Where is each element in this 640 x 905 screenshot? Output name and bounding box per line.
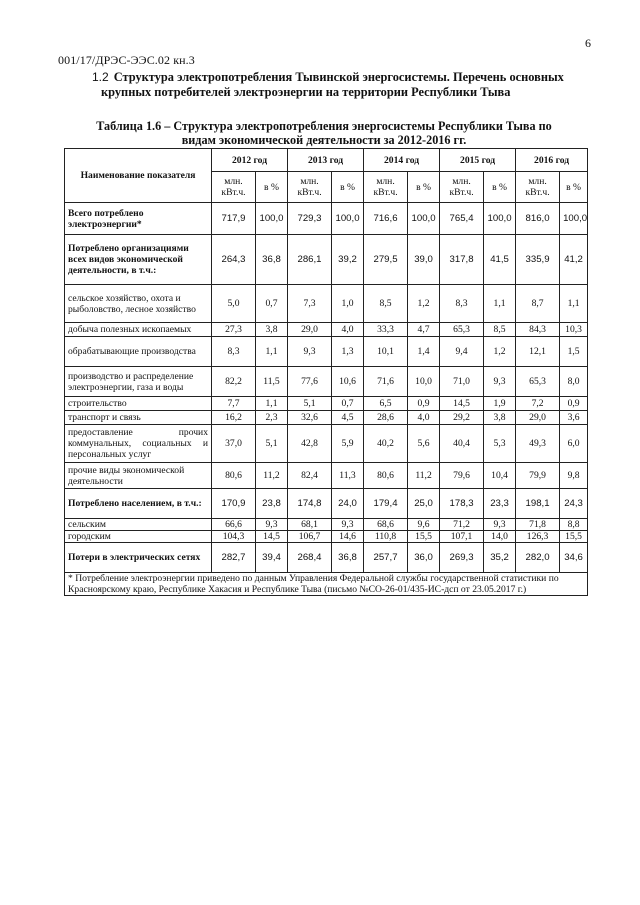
value-mln-kwh: 29,2	[440, 411, 484, 425]
value-percent: 14,5	[256, 531, 288, 543]
value-mln-kwh: 71,2	[440, 519, 484, 531]
row-label: добыча полезных ископаемых	[65, 323, 212, 337]
value-percent: 11,5	[256, 367, 288, 397]
value-percent: 6,0	[560, 425, 588, 463]
value-mln-kwh: 110,8	[364, 531, 408, 543]
row-label: сельским	[65, 519, 212, 531]
value-percent: 15,5	[560, 531, 588, 543]
value-mln-kwh: 170,9	[212, 489, 256, 519]
value-mln-kwh: 82,4	[288, 463, 332, 489]
value-mln-kwh: 7,7	[212, 397, 256, 411]
value-mln-kwh: 282,0	[516, 543, 560, 573]
value-percent: 5,6	[408, 425, 440, 463]
value-percent: 35,2	[484, 543, 516, 573]
table-caption-line2: видам экономической деятельности за 2012-2016 гг.	[181, 133, 467, 147]
value-percent: 100,0	[484, 203, 516, 235]
value-mln-kwh: 5,0	[212, 285, 256, 323]
value-percent: 2,3	[256, 411, 288, 425]
value-mln-kwh: 79,9	[516, 463, 560, 489]
value-mln-kwh: 33,3	[364, 323, 408, 337]
value-mln-kwh: 77,6	[288, 367, 332, 397]
header-unit-mln: млн. кВт.ч.	[212, 172, 256, 203]
header-unit-pct: в %	[408, 172, 440, 203]
value-mln-kwh: 257,7	[364, 543, 408, 573]
row-label: сельское хозяйство, охота и рыболовство, лесное хозяйство	[65, 285, 212, 323]
value-percent: 1,4	[408, 337, 440, 367]
value-percent: 8,5	[484, 323, 516, 337]
value-percent: 4,7	[408, 323, 440, 337]
value-percent: 39,0	[408, 235, 440, 285]
value-percent: 34,6	[560, 543, 588, 573]
value-mln-kwh: 179,4	[364, 489, 408, 519]
value-mln-kwh: 84,3	[516, 323, 560, 337]
header-year: 2016 год	[516, 149, 588, 172]
value-mln-kwh: 68,1	[288, 519, 332, 531]
value-percent: 1,1	[256, 397, 288, 411]
value-mln-kwh: 28,6	[364, 411, 408, 425]
value-mln-kwh: 7,2	[516, 397, 560, 411]
value-percent: 10,4	[484, 463, 516, 489]
table-row	[65, 367, 588, 397]
value-mln-kwh: 107,1	[440, 531, 484, 543]
value-mln-kwh: 49,3	[516, 425, 560, 463]
value-mln-kwh: 816,0	[516, 203, 560, 235]
value-percent: 9,3	[256, 519, 288, 531]
value-percent: 100,0	[408, 203, 440, 235]
table-row	[65, 489, 588, 519]
header-unit-pct: в %	[484, 172, 516, 203]
value-mln-kwh: 27,3	[212, 323, 256, 337]
header-year: 2015 год	[440, 149, 516, 172]
page-number: 6	[585, 36, 591, 50]
value-mln-kwh: 8,7	[516, 285, 560, 323]
value-percent: 3,6	[560, 411, 588, 425]
section-title-line1: Структура электропотребления Тывинской энергосистемы. Перечень основных	[113, 70, 564, 84]
value-percent: 5,9	[332, 425, 364, 463]
value-mln-kwh: 8,5	[364, 285, 408, 323]
value-percent: 9,8	[560, 463, 588, 489]
row-label: Потреблено населением, в т.ч.:	[65, 489, 212, 519]
section-title-line2: крупных потребителей электроэнергии на территории Республики Тыва	[101, 85, 511, 99]
value-mln-kwh: 12,1	[516, 337, 560, 367]
value-percent: 1,3	[332, 337, 364, 367]
value-mln-kwh: 71,8	[516, 519, 560, 531]
value-percent: 5,1	[256, 425, 288, 463]
value-mln-kwh: 8,3	[212, 337, 256, 367]
value-mln-kwh: 279,5	[364, 235, 408, 285]
value-mln-kwh: 264,3	[212, 235, 256, 285]
value-mln-kwh: 6,5	[364, 397, 408, 411]
value-percent: 0,9	[560, 397, 588, 411]
value-percent: 10,0	[408, 367, 440, 397]
value-percent: 100,0	[256, 203, 288, 235]
value-mln-kwh: 40,2	[364, 425, 408, 463]
value-percent: 5,3	[484, 425, 516, 463]
table-row	[65, 285, 588, 323]
value-percent: 0,7	[256, 285, 288, 323]
value-mln-kwh: 9,3	[288, 337, 332, 367]
consumption-table	[64, 148, 588, 596]
value-mln-kwh: 16,2	[212, 411, 256, 425]
value-mln-kwh: 10,1	[364, 337, 408, 367]
table-row	[65, 397, 588, 411]
value-percent: 10,3	[560, 323, 588, 337]
value-mln-kwh: 37,0	[212, 425, 256, 463]
header-unit-mln: млн. кВт.ч.	[516, 172, 560, 203]
value-mln-kwh: 65,3	[440, 323, 484, 337]
header-unit-mln: млн. кВт.ч.	[364, 172, 408, 203]
row-label: обрабатывающие производства	[65, 337, 212, 367]
value-mln-kwh: 198,1	[516, 489, 560, 519]
value-mln-kwh: 282,7	[212, 543, 256, 573]
value-percent: 4,5	[332, 411, 364, 425]
value-percent: 1,2	[484, 337, 516, 367]
value-percent: 14,0	[484, 531, 516, 543]
row-label: транспорт и связь	[65, 411, 212, 425]
value-percent: 24,3	[560, 489, 588, 519]
table-row	[65, 203, 588, 235]
table-footnote: * Потребление электроэнергии приведено по данным Управления Федеральной службы государственной статистики по Красноярскому краю, Республике Хакасия и Республике Тыва (письмо №СО-26-01/435-ИС-дсп от 23.05.2017 г.)	[65, 573, 588, 596]
value-mln-kwh: 729,3	[288, 203, 332, 235]
header-unit-pct: в %	[332, 172, 364, 203]
section-heading	[92, 70, 592, 100]
header-unit-mln: млн. кВт.ч.	[440, 172, 484, 203]
section-number: 1.2	[92, 70, 109, 84]
table-caption-line1: Таблица 1.6 – Структура электропотребления энергосистемы Республики Тыва по	[96, 119, 552, 133]
value-percent: 41,5	[484, 235, 516, 285]
value-mln-kwh: 174,8	[288, 489, 332, 519]
value-percent: 11,3	[332, 463, 364, 489]
value-percent: 9,6	[408, 519, 440, 531]
value-percent: 1,1	[484, 285, 516, 323]
header-unit-pct: в %	[256, 172, 288, 203]
value-mln-kwh: 716,6	[364, 203, 408, 235]
table-row	[65, 463, 588, 489]
value-percent: 8,0	[560, 367, 588, 397]
row-label: прочие виды экономической деятельности	[65, 463, 212, 489]
value-percent: 10,6	[332, 367, 364, 397]
table-row	[65, 235, 588, 285]
table-row	[65, 543, 588, 573]
value-percent: 9,3	[332, 519, 364, 531]
table-row	[65, 337, 588, 367]
value-mln-kwh: 8,3	[440, 285, 484, 323]
value-mln-kwh: 335,9	[516, 235, 560, 285]
value-mln-kwh: 5,1	[288, 397, 332, 411]
value-mln-kwh: 268,4	[288, 543, 332, 573]
header-unit-mln: млн. кВт.ч.	[288, 172, 332, 203]
value-mln-kwh: 126,3	[516, 531, 560, 543]
row-label: производство и распределение электроэнергии, газа и воды	[65, 367, 212, 397]
value-percent: 9,3	[484, 519, 516, 531]
document-code: 001/17/ДРЭС-ЭЭС.02 кн.3	[58, 53, 195, 67]
value-mln-kwh: 79,6	[440, 463, 484, 489]
header-year: 2012 год	[212, 149, 288, 172]
value-mln-kwh: 317,8	[440, 235, 484, 285]
value-mln-kwh: 29,0	[516, 411, 560, 425]
value-percent: 36,8	[256, 235, 288, 285]
value-percent: 0,7	[332, 397, 364, 411]
value-percent: 24,0	[332, 489, 364, 519]
value-mln-kwh: 106,7	[288, 531, 332, 543]
row-label: городским	[65, 531, 212, 543]
value-percent: 100,0	[332, 203, 364, 235]
header-unit-pct: в %	[560, 172, 588, 203]
row-label: предоставление прочих коммунальных, социальных и персональных услуг	[65, 425, 212, 463]
value-percent: 100,0	[560, 203, 588, 235]
value-mln-kwh: 65,3	[516, 367, 560, 397]
value-mln-kwh: 80,6	[212, 463, 256, 489]
value-mln-kwh: 104,3	[212, 531, 256, 543]
row-label: Потери в электрических сетях	[65, 543, 212, 573]
value-percent: 11,2	[408, 463, 440, 489]
value-percent: 4,0	[408, 411, 440, 425]
value-percent: 3,8	[256, 323, 288, 337]
value-percent: 25,0	[408, 489, 440, 519]
value-percent: 4,0	[332, 323, 364, 337]
table-caption	[64, 119, 584, 147]
value-mln-kwh: 717,9	[212, 203, 256, 235]
value-mln-kwh: 32,6	[288, 411, 332, 425]
value-mln-kwh: 71,0	[440, 367, 484, 397]
value-percent: 3,8	[484, 411, 516, 425]
table-row	[65, 323, 588, 337]
header-year: 2013 год	[288, 149, 364, 172]
value-percent: 23,8	[256, 489, 288, 519]
value-mln-kwh: 66,6	[212, 519, 256, 531]
value-percent: 1,9	[484, 397, 516, 411]
value-percent: 39,4	[256, 543, 288, 573]
value-mln-kwh: 71,6	[364, 367, 408, 397]
table-row	[65, 531, 588, 543]
value-percent: 9,3	[484, 367, 516, 397]
value-mln-kwh: 7,3	[288, 285, 332, 323]
value-percent: 1,5	[560, 337, 588, 367]
value-mln-kwh: 40,4	[440, 425, 484, 463]
value-mln-kwh: 286,1	[288, 235, 332, 285]
value-percent: 14,6	[332, 531, 364, 543]
value-percent: 1,0	[332, 285, 364, 323]
table-row	[65, 519, 588, 531]
header-year: 2014 год	[364, 149, 440, 172]
value-mln-kwh: 178,3	[440, 489, 484, 519]
value-mln-kwh: 42,8	[288, 425, 332, 463]
value-mln-kwh: 82,2	[212, 367, 256, 397]
value-percent: 0,9	[408, 397, 440, 411]
value-mln-kwh: 9,4	[440, 337, 484, 367]
value-mln-kwh: 269,3	[440, 543, 484, 573]
value-percent: 11,2	[256, 463, 288, 489]
value-mln-kwh: 68,6	[364, 519, 408, 531]
value-mln-kwh: 14,5	[440, 397, 484, 411]
value-percent: 1,2	[408, 285, 440, 323]
row-label: Всего потреблено электроэнергии*	[65, 203, 212, 235]
value-percent: 23,3	[484, 489, 516, 519]
value-percent: 41,2	[560, 235, 588, 285]
value-percent: 39,2	[332, 235, 364, 285]
header-indicator-name: Наименование показателя	[65, 149, 212, 203]
value-percent: 1,1	[256, 337, 288, 367]
value-percent: 1,1	[560, 285, 588, 323]
row-label: строительство	[65, 397, 212, 411]
table-row	[65, 425, 588, 463]
value-mln-kwh: 80,6	[364, 463, 408, 489]
value-percent: 15,5	[408, 531, 440, 543]
table-row	[65, 411, 588, 425]
value-mln-kwh: 29,0	[288, 323, 332, 337]
row-label: Потреблено организациями всех видов экономической деятельности, в т.ч.:	[65, 235, 212, 285]
value-percent: 36,8	[332, 543, 364, 573]
value-mln-kwh: 765,4	[440, 203, 484, 235]
value-percent: 8,8	[560, 519, 588, 531]
value-percent: 36,0	[408, 543, 440, 573]
